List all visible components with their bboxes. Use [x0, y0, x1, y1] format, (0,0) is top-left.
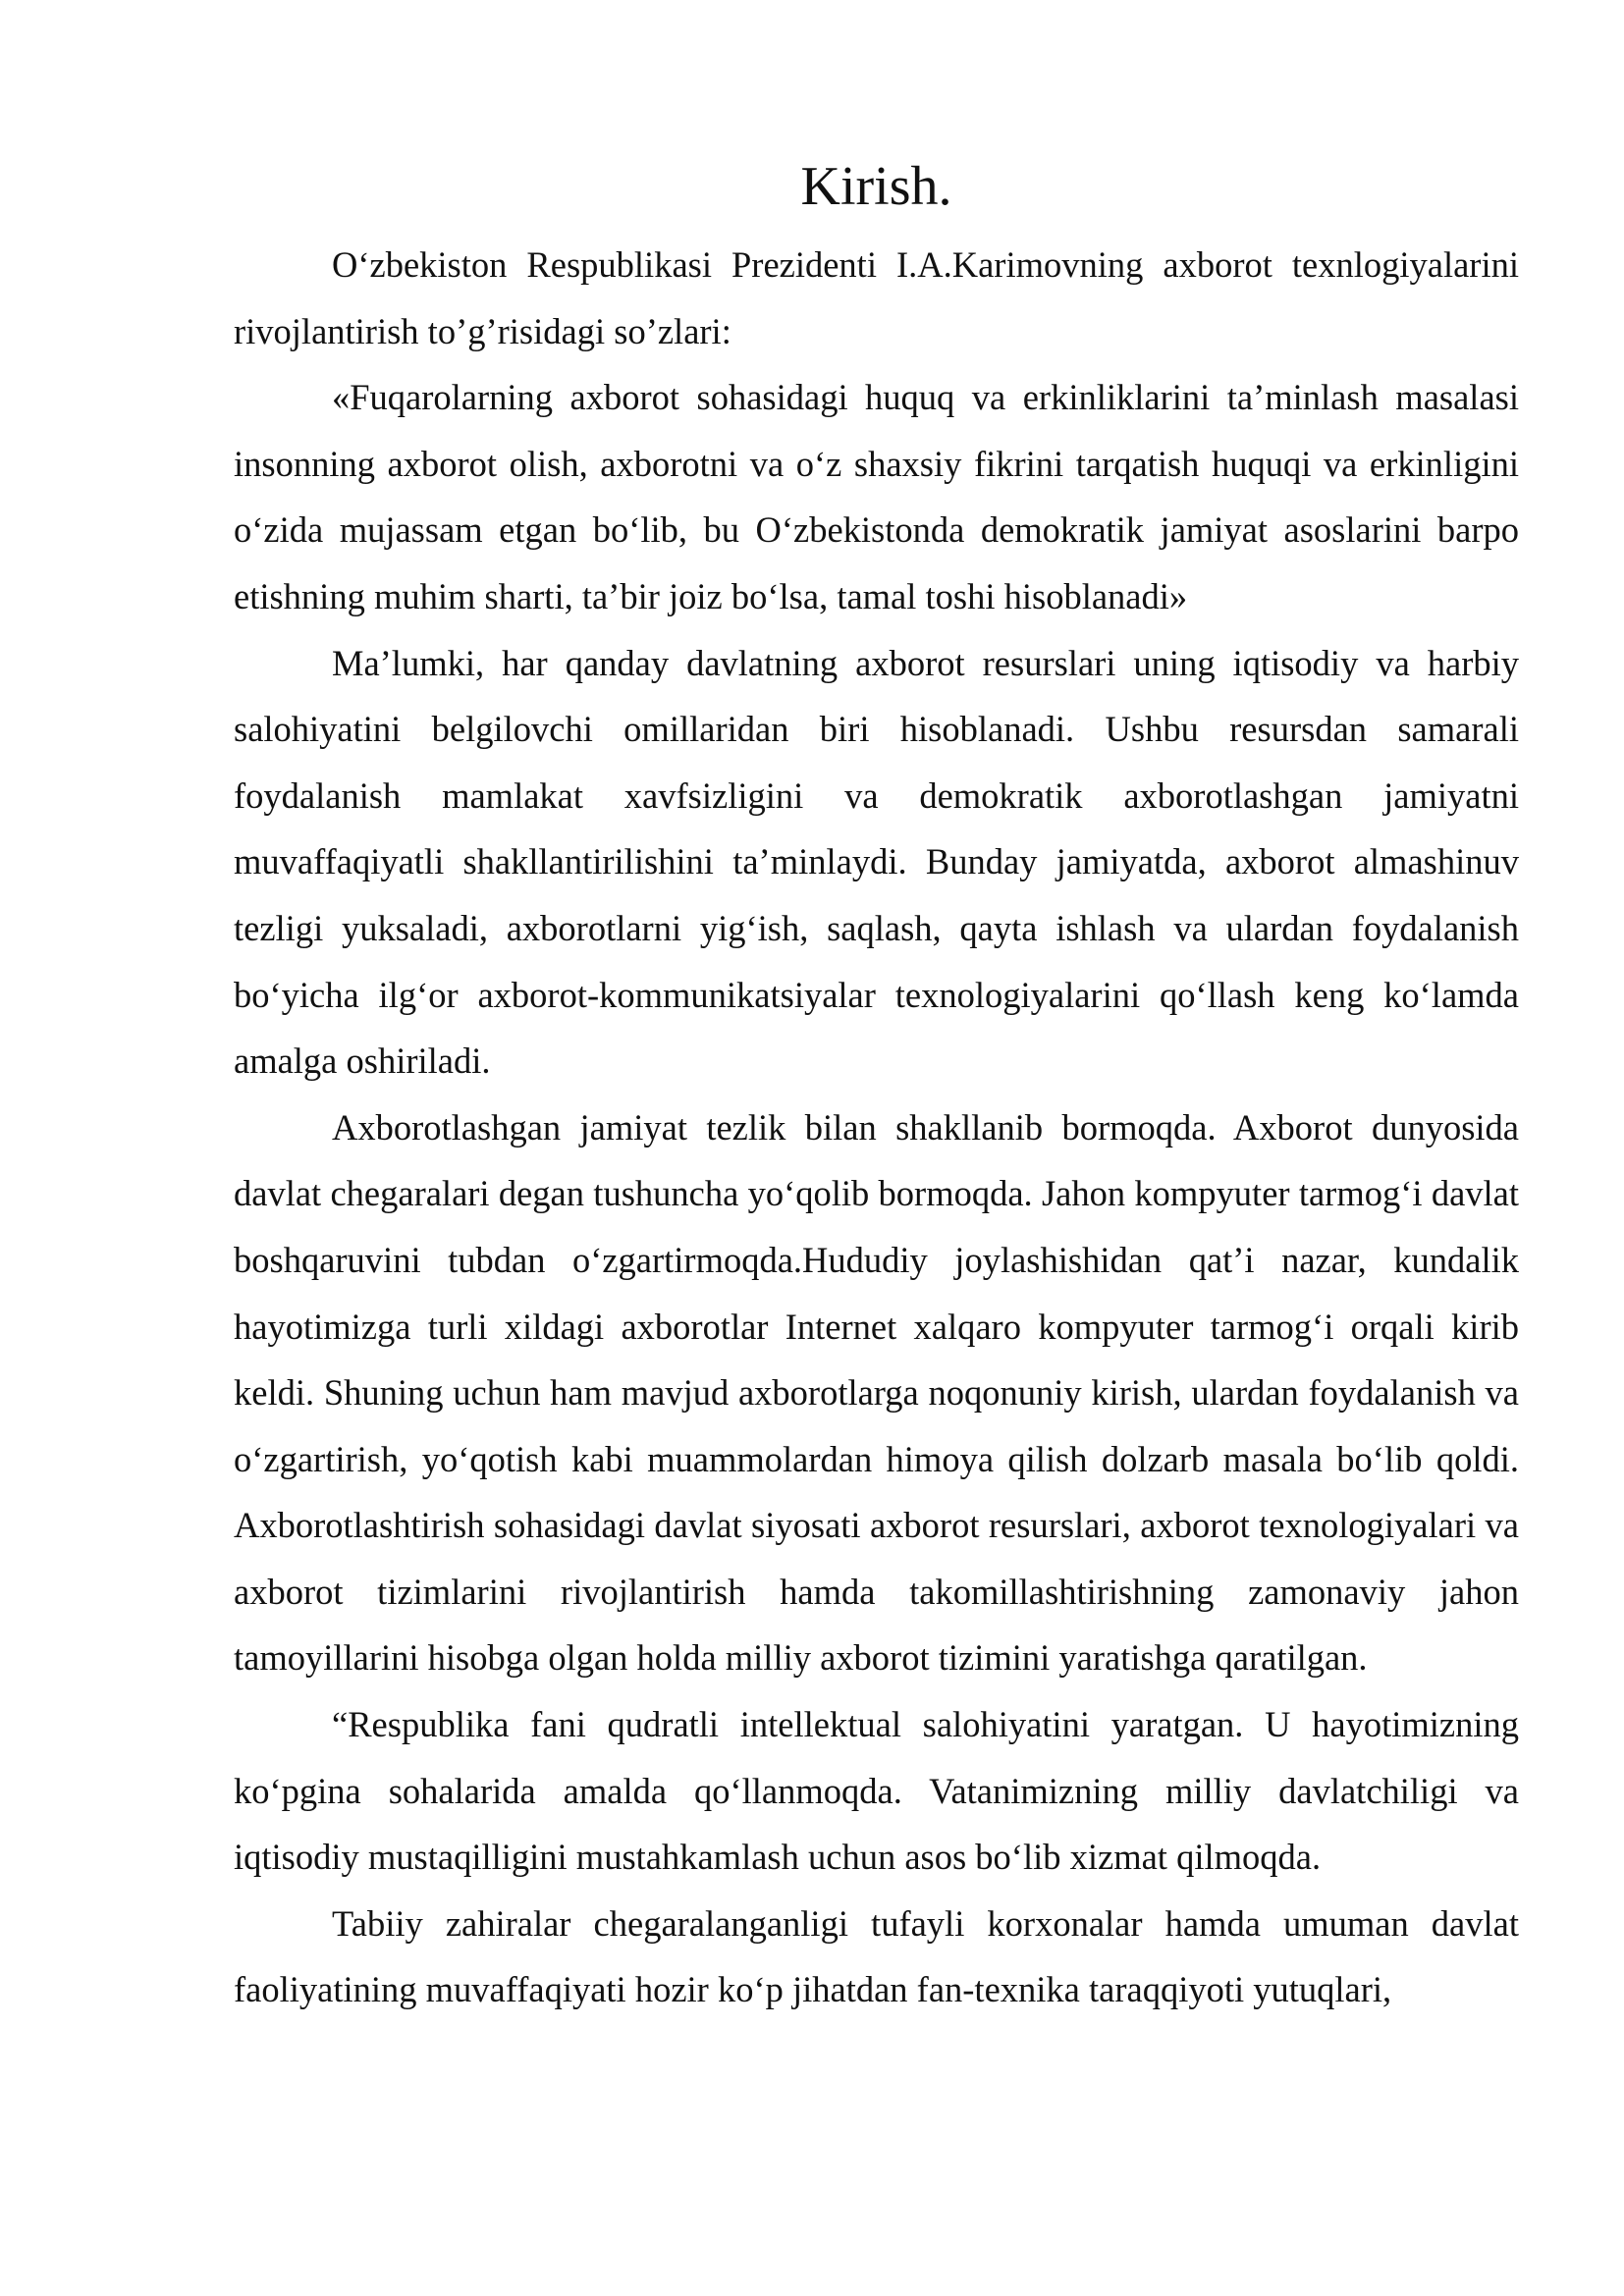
paragraph-science: “Respublika fani qudratli intellektual salohiyatini yaratgan. U hayotimizning ko‘pgina sohalarida amalda qo‘llanmoqda. Vatanimizning milliy davlatchiligi va iqtisodiy mustaqilligini mustahkamlash uchun asos bo‘lib xizmat qilmoqda. [234, 1704, 1519, 1878]
paragraph-information-resources: Ma’lumki, har qanday davlatning axborot resurslari uning iqtisodiy va harbiy salohiyatini belgilovchi omillaridan biri hisoblanadi. Ushbu resursdan samarali foydalanish mamlakat xavfsizligini va demokratik axborotlashgan jamiyatni muvaffaqiyatli shakllantirilishini ta’minlaydi. Bunday jamiyatda, axborot almashinuv tezligi yuksaladi, axborotlarni yig‘ish, saqlash, qayta ishlash va ulardan foydalanish bo‘yicha ilg‘or axborot-kommunikatsiyalar texnologiyalarini qo‘llash keng ko‘lamda amalga oshiriladi. [234, 642, 1519, 1082]
page-title: Kirish. [800, 156, 952, 217]
page-content [234, 147, 1519, 2023]
paragraph-quote-intro: O‘zbekiston Respublikasi Prezidenti I.A.Karimovning axborot texnlogiyalarini rivojlantirish to’g’risidagi so’zlari: [234, 244, 1519, 351]
paragraph-natural-resources: Tabiiy zahiralar chegaralanganligi tufayli korxonalar hamda umuman davlat faoliyatining muvaffaqiyati hozir ko‘p jihatdan fan-texnika taraqqiyoti yutuqlari, [234, 1902, 1519, 2010]
paragraph-information-society: Axborotlashgan jamiyat tezlik bilan shakllanib bormoqda. Axborot dunyosida davlat chegaralari degan tushuncha yo‘qolib bormoqda. Jahon kompyuter tarmog‘i davlat boshqaruvini tubdan o‘zgartirmoqda.Hududiy joylashishidan qat’i nazar, kundalik hayotimizga turli xildagi axborotlar Internet xalqaro kompyuter tarmog‘i orqali kirib keldi. Shuning uchun ham mavjud axborotlarga noqonuniy kirish, ulardan foydalanish va o‘zgartirish, yo‘qotish kabi muammolardan himoya qilish dolzarb masala bo‘lib qoldi. Axborotlashtirish sohasidagi davlat siyosati axborot resurslari, axborot texnologiyalari va axborot tizimlarini rivojlantirish hamda takomillashtirishning zamonaviy jahon tamoyillarini hisobga olgan holda milliy axborot tizimini yaratishga qaratilgan. [234, 1106, 1519, 1679]
paragraph-quote: «Fuqarolarning axborot sohasidagi huquq va erkinliklarini ta’minlash masalasi insonning axborot olish, axborotni va o‘z shaxsiy fikrini tarqatish huquqi va erkinligini o‘zida mujassam etgan bo‘lib, bu O‘zbekistonda demokratik jamiyat asoslarini barpo etishning muhim sharti, ta’bir joiz bo‘lsa, tamal toshi hisoblanadi» [234, 377, 1519, 616]
